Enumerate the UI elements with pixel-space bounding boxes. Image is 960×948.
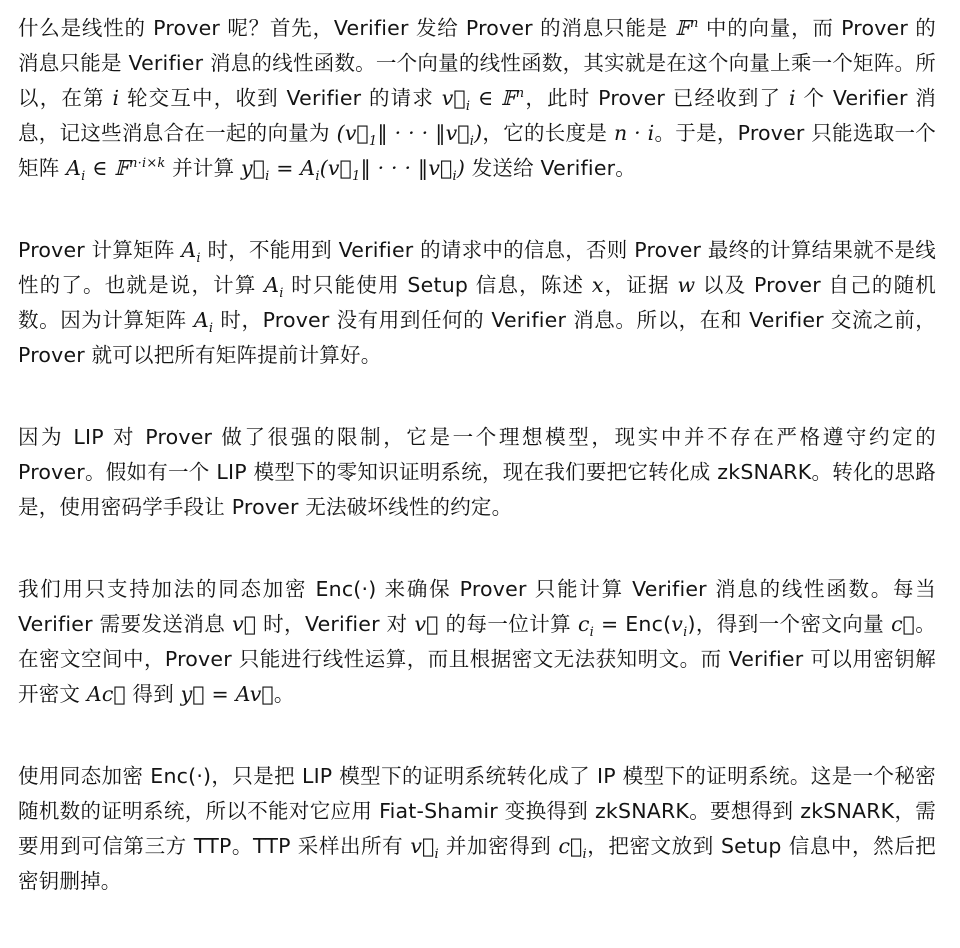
paragraph-linear-prover [18, 11, 936, 186]
text-run: Prover 计算矩阵 [18, 238, 182, 262]
text-run: 。在密文空间中，Prover 只能进行线性运算，而且根据密文无法获知明文。而 Verifier 可以用密钥解开密文 [18, 612, 936, 706]
math-expression: $c_i$ [577, 612, 595, 641]
math-subscript: i [81, 169, 86, 185]
text-run: 时，Verifier 对 [256, 612, 415, 636]
text-run: 时，不能用到 Verifier 的请求中的信息，否则 Prover 最终的计算结果就不是线性的了。也就是说，计算 [18, 238, 936, 297]
text-run: 并加密得到 [438, 834, 559, 858]
math-expression: $A_i$ [181, 238, 201, 267]
math-expression: v⃗ [232, 612, 257, 636]
paragraph-trusted-setup [18, 759, 936, 899]
text-run: )，得到一个密文向量 [687, 612, 892, 636]
math-expression: $v_i$ [671, 612, 688, 641]
math-expression: = $A_i$ [269, 156, 320, 185]
text-run: 中的向量，而 Prover 的消息只能是 Verifier 消息的线性函数。一个向量的线性函数，其实就是在这个向量上乘一个矩阵。所以，在第 [18, 16, 936, 110]
math-expression: $A_i$ [193, 308, 214, 337]
paragraph-homomorphic-encryption [18, 572, 936, 712]
text-run: Enc( [625, 612, 672, 636]
math-expression: ∈ 𝔽$^{n\cdot i\times k}$ [85, 156, 166, 180]
text-run: 发送给 Verifier。 [465, 156, 636, 180]
math-expression: ($v⃗_1$ [319, 156, 361, 185]
math-expression: $c⃗_i$ [558, 834, 587, 863]
text-run: ，此时 Prover 已经收到了 [524, 86, 789, 110]
math-expression: i [112, 86, 120, 110]
math-superscript: n·i×k [129, 156, 166, 172]
math-subscript: i [469, 134, 475, 150]
math-expression: ) [474, 121, 483, 145]
text-run: ，它的长度是 [482, 121, 614, 145]
text-run: ，证据 [603, 273, 678, 297]
text-run: 并计算 [165, 156, 242, 180]
math-expression: y⃗ = Av⃗ [180, 682, 274, 706]
math-expression: $v⃗_i$ [441, 86, 471, 115]
math-expression: $A_i$ [264, 273, 284, 302]
text-run: 我们用只支持加法的同态加密 Enc(·) 来确保 Prover 只能计算 Verifier 消息的线性函数。每当 Verifier 需要发送消息 [18, 577, 936, 636]
math-expression: v⃗ [414, 612, 439, 636]
math-expression: = [594, 612, 626, 636]
text-run: 的每一位计算 [438, 612, 578, 636]
text-run: 得到 [125, 682, 181, 706]
math-expression: $y⃗_i$ [241, 156, 270, 185]
math-expression: ∈ 𝔽$^n$ [470, 86, 525, 110]
math-subscript: i [315, 169, 320, 185]
text-run: 个 Verifier 消息，记这些消息合在一起的向量为 [18, 86, 936, 145]
math-subscript: i [265, 169, 270, 185]
math-expression: i [788, 86, 796, 110]
math-expression: $v⃗_i$ [410, 834, 439, 863]
math-expression: 𝔽$^n$ [675, 16, 699, 40]
math-subscript: i [589, 625, 595, 641]
math-expression: $A_i$ [66, 156, 86, 185]
math-subscript: i [279, 286, 284, 302]
math-expression: ($v⃗_1$ [336, 121, 378, 150]
math-superscript: n [515, 86, 525, 102]
text-run: 轮交互中，收到 Verifier 的请求 [119, 86, 442, 110]
text-run: 时只能使用 Setup 信息，陈述 [283, 273, 592, 297]
text-run: 因为 LIP 对 Prover 做了很强的限制，它是一个理想模型，现实中并不存在严格遵守约定的 Prover。假如有一个 LIP 模型下的零知识证明系统，现在我们要把它转化成 zkSNARK。转化的思路是，使用密码学手段让 Prover 无法破坏线性的约定。 [18, 425, 936, 519]
math-superscript: n [690, 16, 699, 32]
text-run: 使用同态加密 Enc(·)，只是把 LIP 模型下的证明系统转化成了 IP 模型下的证明系统。这是一个秘密随机数的证明系统，所以不能对它应用 Fiat-Shamir 变换得到 zkSNARK。要想得到 zkSNARK，需要用到可信第三方 TTP。TTP 采样出所有 [18, 764, 936, 858]
text-run: 时，Prover 没有用到任何的 Verifier 消息。所以，在和 Verifier 交流之前，Prover 就可以把所有矩阵提前计算好。 [18, 308, 936, 367]
math-subscript: i [452, 169, 457, 185]
math-expression: w [677, 273, 696, 297]
text-run: 什么是线性的 Prover 呢？首先，Verifier 发给 Prover 的消息只能是 [18, 16, 676, 40]
paragraph-lip-to-zksnark [18, 420, 936, 525]
text-run: ，把密文放到 Setup 信息中，然后把密钥删掉。 [18, 834, 936, 893]
text-run: 。 [273, 682, 295, 706]
math-subscript: i [465, 99, 471, 115]
math-subscript: 1 [351, 169, 361, 185]
math-expression: ‖ · · · $‖v⃗_i$ [377, 121, 475, 150]
paragraph-matrix-computation [18, 233, 936, 373]
math-expression: c⃗ [891, 612, 916, 636]
math-subscript: i [196, 251, 201, 267]
math-expression: ) [456, 156, 466, 180]
math-subscript: i [582, 847, 587, 863]
math-expression: n · i [613, 121, 655, 145]
document-body [18, 11, 936, 899]
math-subscript: i [208, 321, 214, 337]
math-subscript: i [683, 625, 688, 641]
text-run: 以及 Prover 自己的随机数。因为计算矩阵 [18, 273, 936, 332]
math-expression: ‖ · · · $‖v⃗_i$ [360, 156, 457, 185]
math-expression: x [591, 273, 604, 297]
math-expression: Ac⃗ [86, 682, 126, 706]
math-subscript: i [434, 847, 439, 863]
math-subscript: 1 [368, 134, 378, 150]
text-run: 。于是，Prover 只能选取一个矩阵 [18, 121, 936, 180]
